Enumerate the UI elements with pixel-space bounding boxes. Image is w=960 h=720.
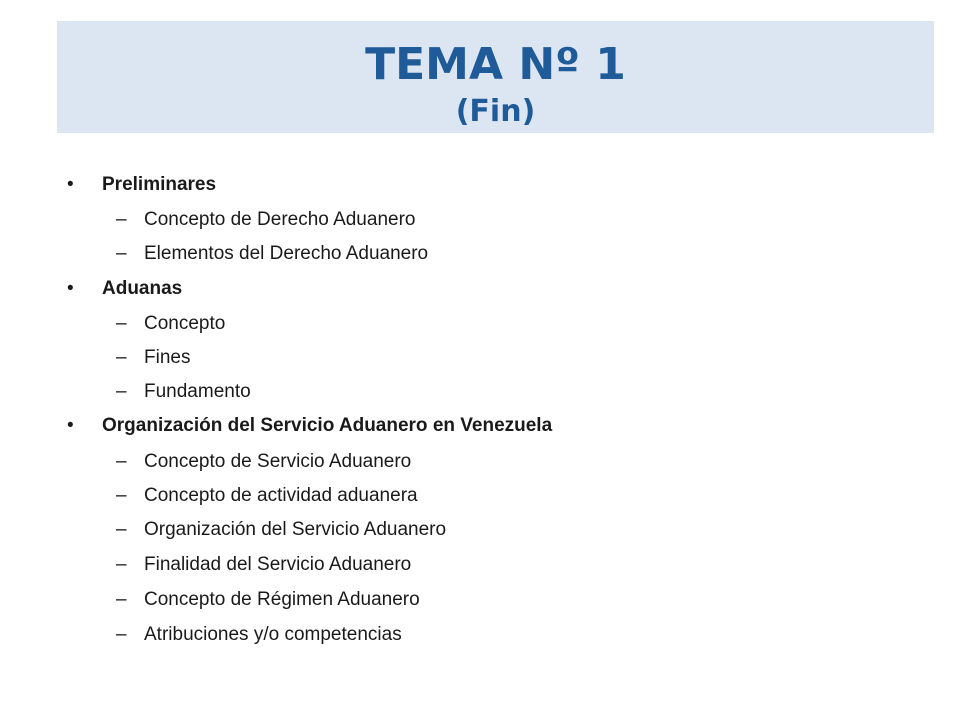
dash-marker: – <box>116 347 127 368</box>
slide-title: TEMA Nº 1 <box>365 39 626 90</box>
section-heading: Preliminares <box>102 174 217 195</box>
section-heading: Organización del Servicio Aduanero en Venezuela <box>102 415 553 436</box>
dash-marker: – <box>116 313 127 334</box>
bullet-marker: • <box>67 174 74 195</box>
list-item-text: Concepto de Régimen Aduanero <box>144 589 420 610</box>
list-item-text: Concepto <box>144 313 226 334</box>
list-item-text: Atribuciones y/o competencias <box>144 624 402 645</box>
list-item-text: Concepto de Derecho Aduanero <box>144 209 416 230</box>
list-item-text: Fundamento <box>144 381 251 402</box>
dash-marker: – <box>116 624 127 645</box>
dash-marker: – <box>116 451 127 472</box>
list-item-text: Finalidad del Servicio Aduanero <box>144 554 412 575</box>
section-heading: Aduanas <box>102 278 183 299</box>
dash-marker: – <box>116 243 127 264</box>
dash-marker: – <box>116 381 127 402</box>
list-item-text: Concepto de actividad aduanera <box>144 485 418 506</box>
list-item-text: Elementos del Derecho Aduanero <box>144 243 429 264</box>
dash-marker: – <box>116 209 127 230</box>
bullet-marker: • <box>67 415 74 436</box>
list-item-text: Concepto de Servicio Aduanero <box>144 451 412 472</box>
dash-marker: – <box>116 485 127 506</box>
list-item-text: Fines <box>144 347 191 368</box>
dash-marker: – <box>116 589 127 610</box>
list-item-text: Organización del Servicio Aduanero <box>144 519 447 540</box>
dash-marker: – <box>116 554 127 575</box>
bullet-marker: • <box>67 278 74 299</box>
dash-marker: – <box>116 519 127 540</box>
slide-subtitle: (Fin) <box>455 94 536 129</box>
